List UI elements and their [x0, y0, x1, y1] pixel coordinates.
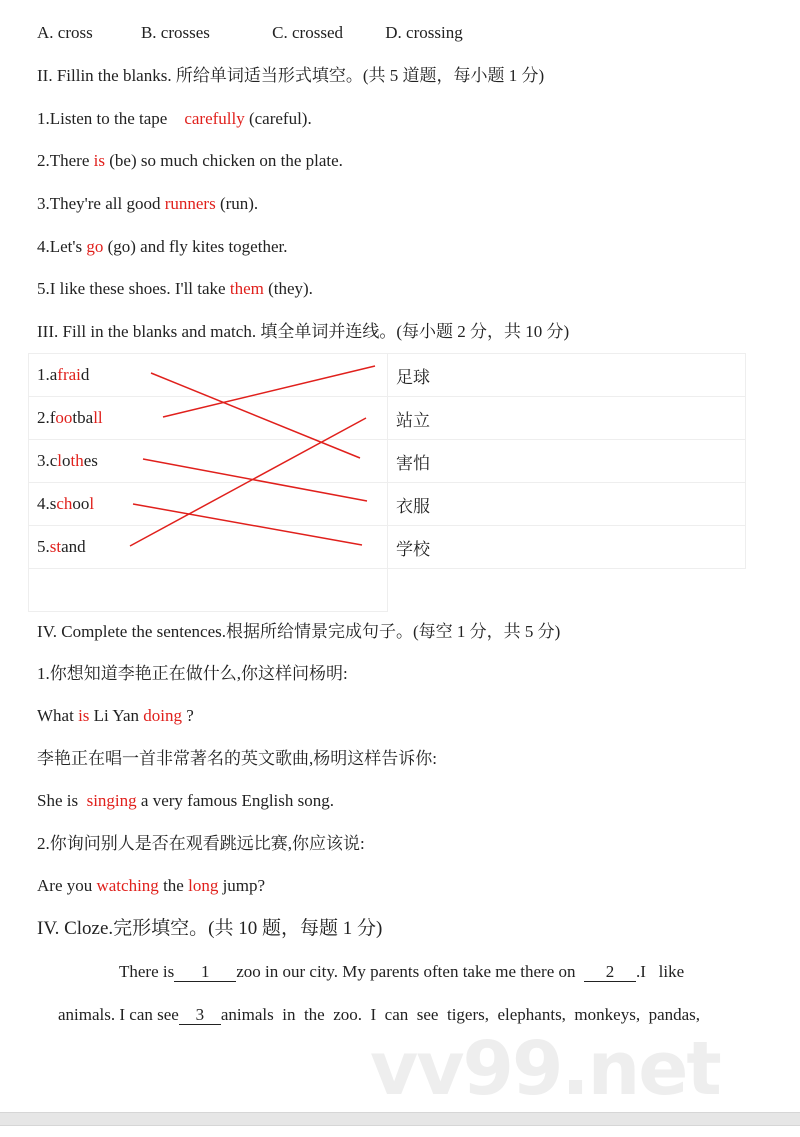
text: 4.Let's — [37, 237, 87, 256]
answer: watching — [96, 876, 159, 895]
word-segment: 4.s — [37, 494, 57, 513]
text: 5.I like these shoes. I'll take — [37, 279, 230, 298]
word-segment: 5. — [37, 537, 50, 556]
word-segment: tba — [72, 408, 94, 427]
text: 2.There — [37, 151, 94, 170]
word-segment: 3.c — [37, 451, 58, 470]
text: animals in the zoo. I can see tigers, elephants, monkeys, pandas, — [220, 1005, 701, 1024]
answer: go — [86, 237, 104, 256]
word-segment: ll — [93, 408, 103, 427]
cloze-line-1 — [119, 961, 684, 983]
s4-q1-answer-b — [37, 790, 334, 812]
text: ? — [182, 706, 194, 725]
word-segment: d — [80, 365, 90, 384]
answer: long — [188, 876, 219, 895]
match-line — [133, 504, 362, 545]
text: zoo in our city. My parents often take me there on — [236, 962, 584, 981]
word-segment: 1.a — [37, 365, 58, 384]
s4-q2-prompt: 2.你询问别人是否在观看跳远比赛,你应该说: — [37, 834, 365, 853]
text: animals. I can see — [58, 1005, 179, 1024]
cloze-line-2 — [58, 1004, 700, 1026]
answer: singing — [86, 791, 137, 810]
text: (be) so much chicken on the plate. — [104, 151, 343, 170]
s4-q1-prompt: 1.你想知道李艳正在做什么,你这样问杨明: — [37, 664, 348, 683]
meaning: 学校 — [396, 539, 430, 559]
word-segment: l — [89, 494, 95, 513]
blank-2: 2 — [584, 963, 636, 982]
match-line — [151, 373, 360, 458]
text: a very famous English song. — [136, 791, 335, 810]
answer: carefully — [184, 109, 245, 128]
answer: doing — [143, 706, 183, 725]
answer: is — [78, 706, 90, 725]
text: .I like — [636, 962, 685, 981]
word-segment: frai — [57, 365, 81, 384]
option-d: D. crossing — [385, 23, 463, 42]
text: Are you — [37, 876, 97, 895]
word-segment: th — [70, 451, 84, 470]
option-c: C. crossed — [272, 23, 343, 42]
word-segment: oo — [55, 408, 73, 427]
answer: is — [93, 151, 105, 170]
watermark: vv99.net — [370, 1026, 720, 1112]
meaning: 害怕 — [396, 453, 430, 473]
section-4-title: IV. Complete the sentences.根据所给情景完成句子。(每空 1 分，共 5 分) — [37, 622, 561, 641]
word-segment: oo — [72, 494, 90, 513]
text: the — [158, 876, 189, 895]
answer: runners — [164, 194, 216, 213]
text: 1.Listen to the tape — [37, 109, 172, 128]
word-segment: 2.f — [37, 408, 56, 427]
word-segment: o — [62, 451, 71, 470]
text: jump? — [218, 876, 266, 895]
text: 3.They're all good — [37, 194, 165, 213]
word-segment: ch — [56, 494, 73, 513]
text: Li Yan — [89, 706, 144, 725]
s4-q1-prompt2: 李艳正在唱一首非常著名的英文歌曲,杨明这样告诉你: — [37, 749, 437, 768]
word-segment: st — [49, 537, 62, 556]
blank-3: 3 — [179, 1006, 221, 1025]
match-line — [143, 459, 367, 501]
word-segment: es — [83, 451, 98, 470]
blank-1: 1 — [174, 963, 236, 982]
text: (run). — [215, 194, 259, 213]
text: (go) and fly kites together. — [103, 237, 288, 256]
meaning: 站立 — [396, 410, 430, 430]
section-2-title: II. Fillin the blanks. 所给单词适当形式填空。(共 5 道题，每小题 1 分) — [37, 66, 545, 85]
meaning: 衣服 — [396, 496, 430, 516]
word-segment: and — [61, 537, 86, 556]
s4-q1-answer-a — [37, 705, 194, 727]
text: There is — [119, 962, 175, 981]
section-3-title: III. Fill in the blanks and match. 填全单词并连线。(每小题 2 分，共 10 分) — [37, 322, 570, 341]
text: (careful). — [244, 109, 312, 128]
s4-q2-answer — [37, 875, 265, 897]
page-separator — [0, 1112, 800, 1126]
text: She is — [37, 791, 87, 810]
match-line — [130, 418, 366, 546]
text: (they). — [263, 279, 313, 298]
option-a: A. cross — [37, 23, 93, 42]
section-5-title: IV. Cloze.完形填空。(共 10 题，每题 1 分) — [37, 918, 383, 939]
text: What — [37, 706, 79, 725]
meaning: 足球 — [396, 367, 430, 387]
option-b: B. crosses — [140, 23, 210, 42]
word-segment: l — [57, 451, 63, 470]
answer: them — [229, 279, 264, 298]
